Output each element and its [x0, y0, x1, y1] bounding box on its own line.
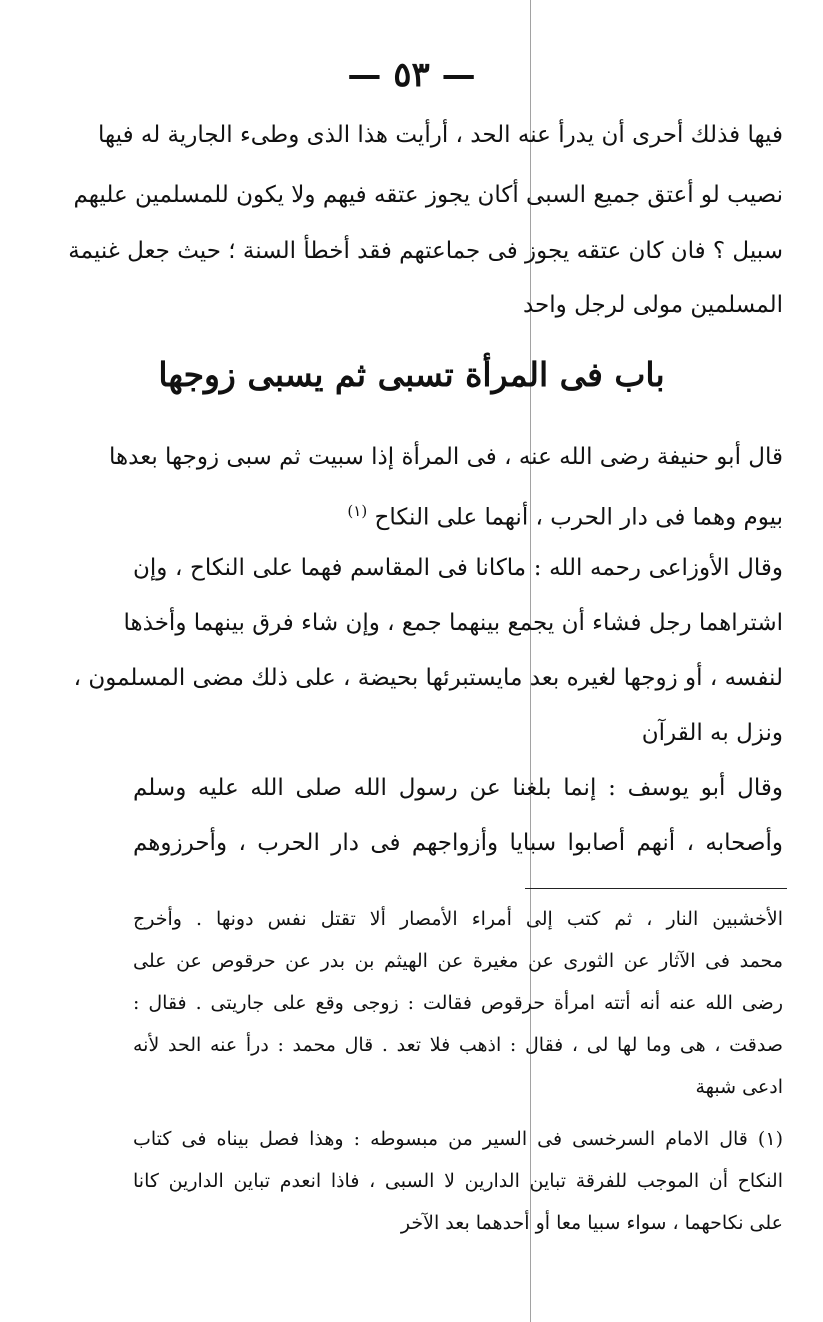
text-fragment: بيوم وهما فى دار الحرب ، أنهما على النكاح: [374, 504, 783, 531]
footnote-line: محمد فى الآثار عن الثورى عن مغيرة عن الهيثم بن بدر عن حرقوص عن على: [133, 950, 783, 972]
text-line: [133, 494, 783, 535]
footnote-line: النكاح أن الموجب للفرقة تباين الدارين لا السبى ، فاذا انعدم تباين الدارين كانا: [133, 1170, 783, 1192]
footnote-marker: (١): [347, 502, 368, 520]
text-line: قال أبو حنيفة رضى الله عنه ، فى المرأة إذا سبيت ثم سبى زوجها بعدها: [109, 444, 783, 470]
text-line: وقال أبو يوسف : إنما بلغنا عن رسول الله صلى الله عليه وسلم: [133, 775, 783, 801]
footnote-line: الأخشبين النار ، ثم كتب إلى أمراء الأمصار ألا تقتل نفس دونها . وأخرج: [133, 908, 783, 930]
text-line: ونزل به القرآن: [641, 720, 783, 746]
footnote-line: رضى الله عنه أنه أتته امرأة حرقوص فقالت : زوجى وقع على جاريتى . فقال :: [133, 992, 783, 1014]
footnote-separator: [525, 888, 787, 889]
text-line: نصيب لو أعتق جميع السبى أكان يجوز عتقه فيهم ولا يكون للمسلمين عليهم: [73, 182, 783, 208]
footnote-line: على نكاحهما ، سواء سبيا معا أو أحدهما بعد الآخر: [400, 1212, 783, 1234]
text-line: المسلمين مولى لرجل واحد: [522, 292, 783, 318]
text-line: لنفسه ، أو زوجها لغيره بعد مايستبرئها بحيضة ، على ذلك مضى المسلمون ،: [73, 665, 783, 691]
footnote-line: صدقت ، هى وما لها لى ، فقال : اذهب فلا تعد . قال محمد : درأ عنه الحد لأنه: [133, 1034, 783, 1056]
text-line: وأصحابه ، أنهم أصابوا سبايا وأزواجهم فى دار الحرب ، وأحرزوهم: [133, 830, 783, 856]
chapter-heading: باب فى المرأة تسبى ثم يسبى زوجها: [158, 355, 665, 394]
footnote-line: (١) قال الامام السرخسى فى السير من مبسوطه : وهذا فصل بيناه فى كتاب: [133, 1128, 783, 1150]
text-line: اشتراهما رجل فشاء أن يجمع بينهما جمع ، وإن شاء فرق بينهما وأخذها: [123, 610, 783, 636]
text-line: سبيل ؟ فان كان عتقه يجوز فى جماعتهم فقد أخطأ السنة ؛ حيث جعل غنيمة: [68, 238, 783, 264]
text-line: وقال الأوزاعى رحمه الله : ماكانا فى المقاسم فهما على النكاح ، وإن: [133, 555, 783, 581]
footnote-line: ادعى شبهة: [695, 1076, 783, 1098]
text-line: فيها فذلك أحرى أن يدرأ عنه الحد ، أرأيت هذا الذى وطىء الجارية له فيها: [98, 122, 783, 148]
page-number: — ٥٣ —: [347, 55, 476, 95]
